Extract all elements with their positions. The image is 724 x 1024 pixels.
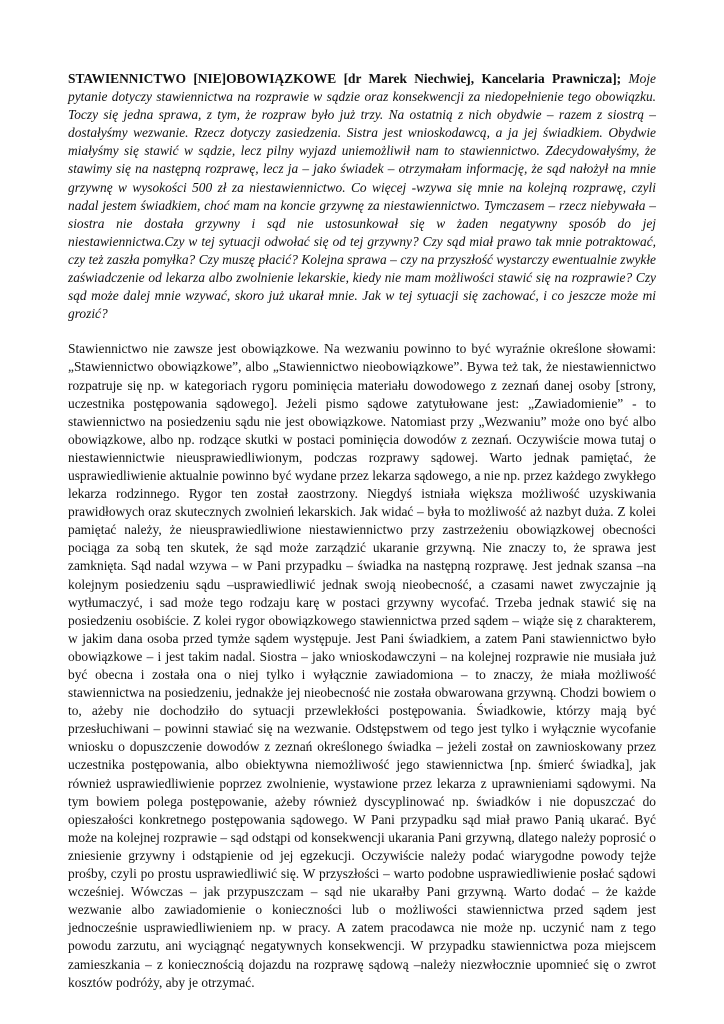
document-page <box>68 70 656 992</box>
question-text: Moje pytanie dotyczy stawiennictwa na rozprawie w sądzie oraz konsekwencji za niedopełnienie tego obowiązku. Toczy się jedna sprawa, z tym, że rozpraw było już trzy. Na ostatnią z nich obydwie – razem z siostrą – dostałyśmy wezwanie. Rzecz dotyczy zasiedzenia. Sistra jest wnioskodawcą, a ja jej świadkiem. Obydwie miałyśmy się stawić w sądzie, lecz pilny wyjazd uniemożliwił nam to stawiennictwo. Zdecydowałyśmy, że stawimy się na następną rozprawę, lecz ja – jako świadek – otrzymałam informację, że sąd nałożył na mnie grzywnę w wysokości 500 zł za niestawiennictwo. Co więcej -wzywa się mnie na kolejną rozprawę, czyli nadal jestem świadkiem, choć mam na koncie grzywnę za niestawiennictwo. Tymczasem – rzecz niebywała – siostra nie dostała grzywny i sąd nie ustosunkował się w żaden negatywny sposób do jej niestawiennictwa.Czy w tej sytuacji odwołać się od tej grzywny? Czy sąd miał prawo tak mnie potraktować, czy też zaszła pomyłka? Czy muszę płacić? Kolejna sprawa – czy na przyszłość wystarczy ewentualnie zwykłe zaświadczenie od lekarza albo zwolnienie lekarskie, kiedy nie mam możliwości stawić się na rozprawie? Czy sąd może dalej mnie wzywać, skoro już ukarał mnie. Jak w tej sytuacji się zachować, i co jeszcze może mi grozić? <box>68 71 656 322</box>
answer-paragraph: Stawiennictwo nie zawsze jest obowiązkowe. Na wezwaniu powinno to być wyraźnie określone słowami: „Stawiennictwo obowiązkowe”, albo „Stawiennictwo nieobowiązkowe”. Bywa też tak, że niestawiennictwo rozpatruje się np. w kategoriach rygoru pominięcia materiału dowodowego z zeznań danej osoby [strony, uczestnika postępowania sądowego]. Jeżeli pismo sądowe zatytułowane jest: „Zawiadomienie” - to stawiennictwo na posiedzeniu sądu nie jest obowiązkowe. Natomiast przy „Wezwaniu” może ono być albo obowiązkowe, albo np. rodzące skutki w postaci pominięcia dowodów z zeznań. Oczywiście mowa tutaj o niestawiennictwie nieusprawiedliwionym, podczas rozprawy sądowej. Warto jednak pamiętać, że usprawiedliwienie aktualnie powinno być wydane przez lekarza sądowego, a nie np. przez każdego zwykłego lekarza rodzinnego. Rygor ten został zaostrzony. Niegdyś istniała większa możliwość uzyskiwania prawidłowych oraz skutecznych zwolnień lekarskich. Jak widać – była to możliwość aż nazbyt duża. Z kolei pamiętać należy, że nieusprawiedliwione niestawiennictwo przy zastrzeżeniu obowiązkowej obecności pociąga za sobą ten skutek, że sąd może zarządzić ukaranie grzywną. Nie znaczy to, że sprawa jest zamknięta. Sąd nadal wzywa – w Pani przypadku – świadka na następną rozprawę. Jest jednak szansa –na kolejnym posiedzeniu sądu –usprawiedliwić jednak swoją nieobecność, a czasami nawet zwyczajnie ją wytłumaczyć, i sad może tego rodzaju karę w postaci grzywny wycofać. Trzeba jednak stawić się na posiedzeniu osobiście. Z kolei rygor obowiązkowego stawiennictwa przed sądem – wiąże się z charakterem, w jakim dana osoba przed tymże sądem występuje. Jest Pani świadkiem, a zatem Pani stawiennictwo było obowiązkowe – i jest takim nadal. Siostra – jako wnioskodawczyni – na kolejnej rozprawie nie musiała już być obecna i została ona o niej tylko i wyłącznie zawiadomiona – to znaczy, że miała możliwość stawiennictwa na posiedzeniu, jednakże jej nieobecność nie została obwarowana grzywną. Chodzi bowiem o to, ażeby nie dochodziło do sytuacji przewlekłości postępowania. Świadkowie, którzy mają być przesłuchiwani – powinni stawiać się na wezwanie. Odstępstwem od tego jest tylko i wyłącznie wycofanie wniosku o dopuszczenie dowodów z zeznań określonego świadka – jeżeli został on zawnioskowany przez uczestnika postępowania, albo obiektywna niemożliwość jego stawiennictwa [np. śmierć świadka], jak również usprawiedliwienie poprzez zwolnienie, wystawione przez lekarza z uprawnieniami sądowymi. Na tym bowiem polega postępowanie, ażeby również dyscyplinować np. świadków i nie dopuszczać do opieszałości konkretnego postępowania sądowego. W Pani przypadku sąd miał prawo Panią ukarać. Być może na kolejnej rozprawie – sąd odstąpi od konsekwencji ukarania Pani grzywną, dlatego należy poprosić o zniesienie grzywny i odstąpienie od jej egzekucji. Oczywiście należy podać wiarygodne powody tejże prośby, czyli po prostu usprawiedliwić się. W przyszłości – warto podobne usprawiedliwienie posłać sądowi wcześniej. Wówczas – jak przypuszczam – sąd nie ukarałby Pani grzywną. Warto dodać – że każde wezwanie albo zawiadomienie o konieczności lub o możliwości stawiennictwa przed sądem jest jednocześnie usprawiedliwieniem np. w pracy. A zatem pracodawca nie może np. uczynić nam z tego powodu zarzutu, ani wyciągnąć negatywnych konsekwencji. W przypadku stawiennictwa poza miejscem zamieszkania – z koniecznością dojazdu na rozprawę sądową –należy niezwłocznie upomnieć się o zwrot kosztów podróży, aby je otrzymać. <box>68 341 656 990</box>
question-paragraph <box>68 70 656 323</box>
document-title: STAWIENNICTWO [NIE]OBOWIĄZKOWE [dr Marek Niechwiej, Kancelaria Prawnicza]; <box>68 71 622 86</box>
